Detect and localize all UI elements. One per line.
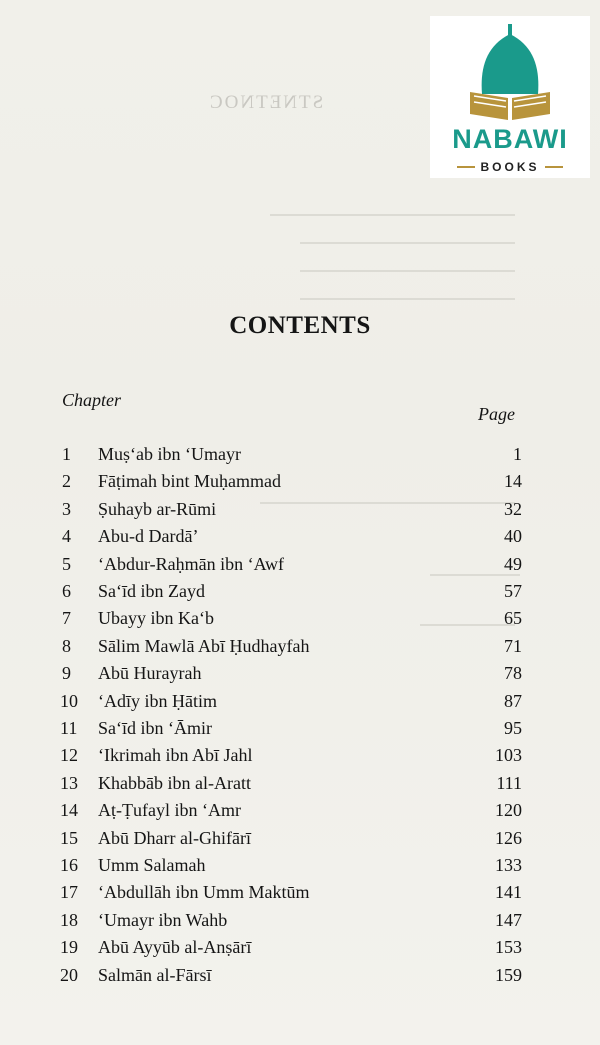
page-number: 1 (513, 444, 522, 464)
chapter-title: Fāṭimah bint Muḥammad (98, 471, 281, 492)
page-number: 40 (504, 526, 522, 547)
chapter-number: 6 (62, 581, 71, 601)
toc-entry (0, 636, 600, 663)
chapter-title: Ṣuhayb ar-Rūmi (98, 498, 217, 519)
page-number: 57 (504, 581, 522, 601)
chapter-title: Abu-d Dardā’ (98, 526, 199, 547)
toc-entry (0, 581, 600, 608)
toc-entry (0, 499, 600, 526)
toc-entry (0, 855, 600, 882)
toc-entry (0, 608, 600, 635)
logo-rule-left (457, 166, 475, 168)
page-number: 14 (504, 471, 522, 492)
page-number: 147 (495, 909, 522, 930)
chapter-number: 12 (60, 745, 78, 766)
bleed-through-line (270, 214, 515, 216)
chapter-number: 8 (62, 635, 71, 656)
chapter-number: 11 (60, 718, 78, 738)
mosque-book-icon (430, 16, 590, 126)
page-number: 103 (495, 745, 522, 766)
chapter-title: Abū Hurayrah (98, 663, 202, 684)
chapter-title: Sa‘īd ibn ‘Āmir (98, 718, 212, 738)
chapter-title: Umm Salamah (98, 855, 206, 875)
chapter-title: Aṭ-Ṭufayl ibn ‘Amr (98, 800, 241, 821)
logo-subtitle: BOOKS (480, 160, 540, 174)
page-number: 141 (495, 882, 522, 903)
chapter-number: 3 (62, 498, 71, 519)
chapter-title: ‘Umayr ibn Wahb (98, 909, 228, 930)
chapter-number: 19 (60, 937, 78, 958)
chapter-number: 13 (60, 772, 78, 793)
logo-subtitle-row (430, 158, 590, 176)
page-number: 111 (496, 772, 522, 793)
toc-entry (0, 910, 600, 937)
page-number: 133 (495, 855, 522, 875)
chapter-title: ‘Abdur-Raḥmān ibn ‘Awf (98, 553, 284, 574)
page-number: 71 (504, 635, 522, 656)
chapter-number: 16 (60, 855, 78, 875)
page-column-label: Page (478, 404, 515, 424)
chapter-title: Ubayy ibn Ka‘b (98, 608, 214, 629)
chapter-number: 7 (62, 608, 71, 629)
toc-entry (0, 526, 600, 553)
chapter-title: ‘Adīy ibn Ḥātim (98, 690, 217, 711)
page-number: 159 (495, 964, 522, 985)
bleed-through-heading: STNETNOC (208, 92, 324, 113)
toc-entry (0, 745, 600, 772)
toc-entry (0, 828, 600, 855)
toc-entry (0, 691, 600, 718)
chapter-title: ‘Abdullāh ibn Umm Maktūm (98, 882, 310, 903)
chapter-number: 1 (62, 444, 71, 464)
toc-entry (0, 471, 600, 498)
chapter-column-label: Chapter (62, 390, 122, 410)
chapter-title: Khabbāb ibn al-Aratt (98, 772, 251, 793)
toc-entry (0, 882, 600, 909)
toc-entry (0, 937, 600, 964)
page-number: 95 (504, 718, 522, 738)
chapter-number: 15 (60, 827, 78, 848)
chapter-title: ‘Ikrimah ibn Abī Jahl (98, 745, 253, 766)
toc-entry (0, 773, 600, 800)
chapter-title: Abū Ayyūb al-Anṣārī (98, 937, 252, 958)
bleed-through-line (300, 270, 515, 272)
nabawi-books-logo (430, 16, 590, 178)
page-number: 120 (495, 800, 522, 821)
toc-entry (0, 718, 600, 745)
chapter-number: 4 (62, 526, 71, 547)
page-title: CONTENTS (229, 312, 371, 339)
chapter-number: 18 (60, 909, 78, 930)
chapter-number: 10 (60, 690, 78, 711)
logo-wordmark: NABAWI (452, 124, 568, 154)
page-number: 65 (504, 608, 522, 629)
chapter-number: 9 (62, 663, 71, 684)
toc-entry (0, 554, 600, 581)
chapter-number: 20 (60, 964, 78, 985)
page-number: 32 (504, 498, 522, 519)
logo-rule-right (545, 166, 563, 168)
toc-entry (0, 444, 600, 471)
toc-entry (0, 800, 600, 827)
chapter-number: 2 (62, 471, 71, 492)
chapter-title: Abū Dharr al-Ghifārī (98, 827, 251, 848)
chapter-title: Salmān al-Fārsī (98, 964, 212, 985)
chapter-title: Sa‘īd ibn Zayd (98, 581, 205, 601)
toc-entry (0, 663, 600, 690)
chapter-number: 5 (62, 553, 71, 574)
toc-entry (0, 965, 600, 992)
chapter-number: 17 (60, 882, 78, 903)
page-number: 87 (504, 690, 522, 711)
page-number: 49 (504, 553, 522, 574)
bleed-through-line (300, 298, 515, 300)
chapter-title: Sālim Mawlā Abī Ḥudhayfah (98, 635, 310, 656)
page-number: 78 (504, 663, 522, 684)
page-number: 153 (495, 937, 522, 958)
bleed-through-line (300, 242, 515, 244)
chapter-title: Muṣ‘ab ibn ‘Umayr (98, 444, 241, 464)
page-number: 126 (495, 827, 522, 848)
chapter-number: 14 (60, 800, 78, 821)
